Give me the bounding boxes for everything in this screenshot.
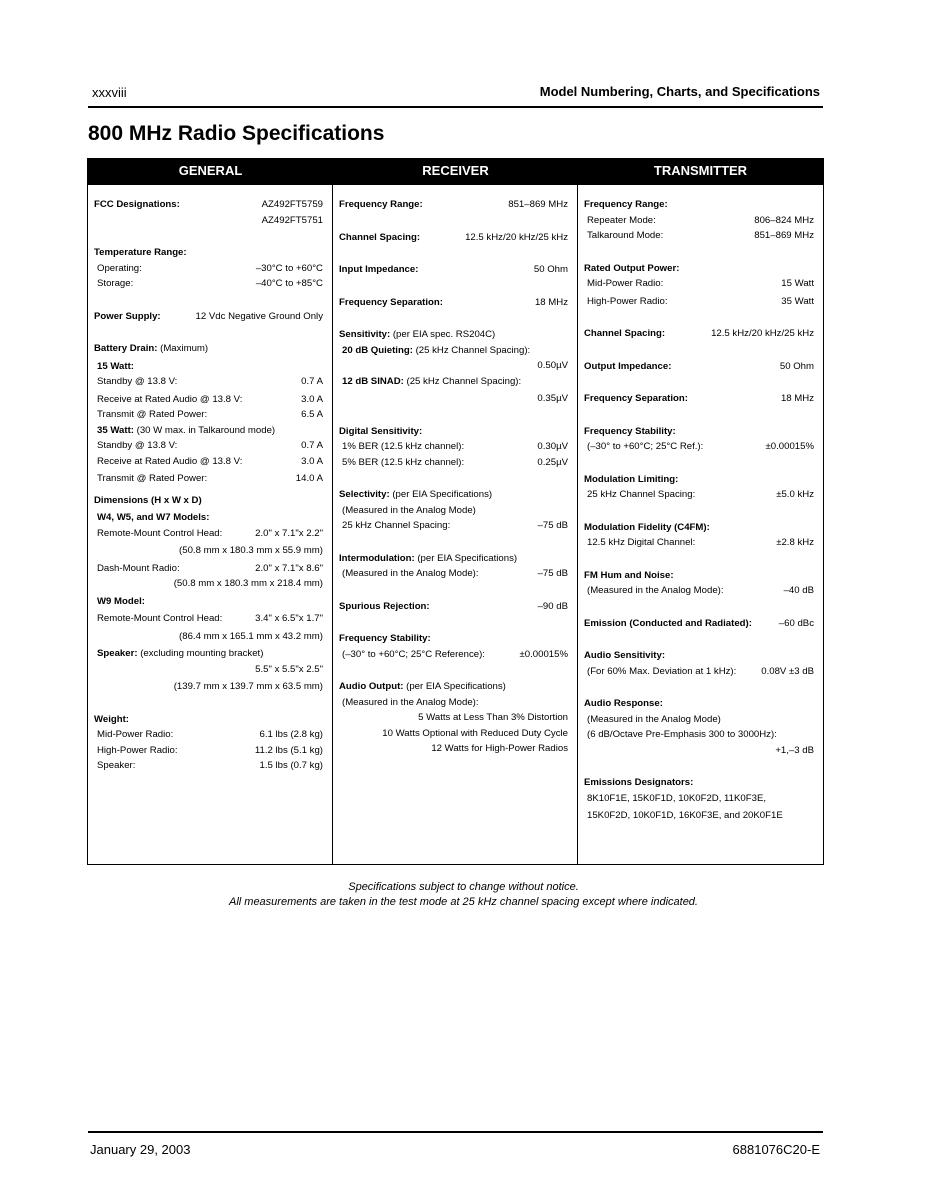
spec-heading: Weight:	[94, 713, 129, 725]
spec-heading: FM Hum and Noise:	[584, 569, 674, 581]
spec-value: 806–824 MHz	[754, 214, 814, 226]
spec-value: 11.2 lbs (5.1 kg)	[254, 744, 323, 756]
spec-heading: Frequency Stability:	[584, 425, 676, 437]
spec-heading: Rated Output Power:	[584, 262, 680, 274]
spec-row	[584, 326, 814, 342]
spec-row	[94, 276, 323, 292]
spec-row	[94, 407, 323, 423]
spec-label: Dash-Mount Radio:	[97, 562, 180, 574]
spec-row	[339, 358, 568, 374]
spec-row	[584, 261, 814, 277]
spec-value: ±2.8 kHz	[776, 537, 814, 548]
spec-note: (per EIA spec. RS204C)	[392, 329, 496, 340]
spec-row	[94, 611, 323, 627]
spec-row	[584, 696, 814, 712]
spec-value: 18 MHz	[534, 296, 568, 308]
spec-row	[94, 454, 323, 470]
spec-heading: Digital Sensitivity:	[339, 425, 423, 437]
spec-value: 0.30µV	[537, 441, 568, 452]
spec-heading: Emissions Designators:	[584, 777, 694, 788]
spec-subheading: W4, W5, and W7 Models:	[97, 512, 210, 523]
spec-row	[339, 455, 568, 471]
page-title: 800 MHz Radio Specifications	[88, 122, 385, 145]
spec-row	[94, 629, 323, 645]
spec-row	[584, 391, 814, 407]
spec-row	[584, 648, 814, 664]
spec-value: 6.1 lbs (2.8 kg)	[259, 729, 323, 740]
spec-label: Receive at Rated Audio @ 13.8 V:	[97, 455, 243, 467]
spec-row	[94, 423, 323, 439]
spec-value: 10 Watts Optional with Reduced Duty Cycle	[382, 727, 568, 739]
spec-value: (139.7 mm x 139.7 mm x 63.5 mm)	[173, 681, 323, 692]
spec-label: Output Impedance:	[584, 360, 672, 372]
spec-value: –60 dBc	[778, 617, 814, 629]
spec-value: 0.7 A	[301, 376, 323, 387]
spec-value: 50 Ohm	[779, 360, 814, 372]
spec-row	[339, 726, 568, 742]
spec-row	[584, 616, 814, 632]
spec-label: Speaker:	[97, 760, 136, 771]
spec-heading: Sensitivity:	[339, 329, 391, 340]
spec-row	[94, 646, 323, 662]
spec-value: ±0.00015%	[765, 441, 814, 452]
spec-value: ±5.0 kHz	[776, 489, 814, 500]
spec-subheading: Speaker:	[97, 648, 138, 659]
spec-value: 0.7 A	[301, 440, 323, 451]
spec-heading: Temperature Range:	[94, 247, 187, 258]
spec-row	[584, 791, 814, 807]
spec-label: Mid-Power Radio:	[97, 729, 174, 740]
spec-value: AZ492FT5759	[261, 199, 323, 210]
spec-row	[94, 758, 323, 774]
spec-value: –90 dB	[537, 600, 568, 612]
spec-value: (50.8 mm x 180.3 mm x 218.4 mm)	[173, 578, 323, 589]
spec-subheading: W9 Model:	[97, 595, 145, 607]
spec-value: +1,–3 dB	[775, 744, 814, 756]
spec-row	[94, 743, 323, 759]
spec-row	[94, 374, 323, 390]
spec-heading: Modulation Limiting:	[584, 473, 679, 485]
general-column	[94, 197, 323, 774]
footnote: Specifications subject to change without notice.	[348, 881, 579, 893]
spec-row	[584, 424, 814, 440]
spec-label: Mid-Power Radio:	[587, 278, 664, 289]
spec-value: –30°C to +60°C	[255, 262, 323, 274]
spec-row	[584, 294, 814, 310]
spec-label: (Measured in the Analog Mode):	[587, 585, 724, 596]
spec-label: Standby @ 13.8 V:	[97, 376, 178, 387]
spec-label: Frequency Separation:	[584, 393, 688, 404]
spec-label: Frequency Separation:	[339, 296, 443, 308]
spec-label: Transmit @ Rated Power:	[97, 473, 208, 484]
spec-value: 5.5" x 5.5"x 2.5"	[255, 663, 323, 675]
spec-heading: Audio Response:	[584, 698, 663, 709]
spec-value: 2.0" x 7.1"x 8.6"	[255, 562, 323, 574]
spec-row	[94, 359, 323, 375]
spec-row	[584, 568, 814, 584]
header-rule	[88, 106, 823, 108]
spec-label: Transmit @ Rated Power:	[97, 409, 208, 420]
spec-value: 0.50µV	[537, 360, 568, 371]
spec-row	[339, 424, 568, 440]
spec-row	[584, 472, 814, 488]
spec-row	[94, 662, 323, 678]
spec-row	[94, 471, 323, 487]
column-divider	[577, 159, 578, 864]
spec-label: Remote-Mount Control Head:	[97, 527, 223, 539]
spec-note: (Maximum)	[160, 343, 209, 354]
spec-row	[94, 309, 323, 325]
spec-value: 851–869 MHz	[508, 199, 568, 210]
spec-value: 8K10F1E, 15K0F1D, 10K0F2D, 11K0F3E,	[587, 792, 767, 804]
spec-label: Frequency Range:	[339, 199, 423, 210]
spec-row	[94, 594, 323, 610]
spec-value: 12.5 kHz/20 kHz/25 kHz	[465, 231, 568, 243]
spec-label: (Measured in the Analog Mode):	[342, 568, 479, 579]
receiver-column	[339, 197, 568, 757]
spec-row	[584, 276, 814, 292]
spec-label: 25 kHz Channel Spacing:	[342, 520, 451, 531]
spec-row	[584, 775, 814, 791]
spec-value: 18 MHz	[780, 393, 814, 404]
spec-label: Input Impedance:	[339, 264, 419, 275]
spec-row	[94, 493, 323, 509]
spec-row	[339, 295, 568, 311]
spec-value: (50.8 mm x 180.3 mm x 55.9 mm)	[179, 545, 323, 556]
spec-row	[339, 679, 568, 695]
spec-label: (–30° to +60°C; 25°C Ref.):	[587, 441, 704, 452]
spec-value: –40 dB	[783, 585, 814, 596]
spec-value: 851–869 MHz	[754, 230, 814, 241]
spec-row	[339, 374, 568, 390]
transmitter-column	[584, 197, 814, 824]
spec-row	[339, 518, 568, 534]
spec-row	[584, 520, 814, 536]
spec-value: 14.0 A	[295, 473, 323, 484]
spec-label: Spurious Rejection:	[339, 600, 430, 612]
footer-rule	[88, 1131, 823, 1133]
spec-row	[94, 543, 323, 559]
spec-heading: Selectivity:	[339, 489, 390, 500]
spec-value: 1.5 lbs (0.7 kg)	[259, 760, 323, 771]
spec-row	[584, 197, 814, 213]
spec-label: High-Power Radio:	[97, 744, 178, 756]
spec-label: High-Power Radio:	[587, 295, 668, 307]
spec-value: –40°C to +85°C	[255, 278, 323, 289]
spec-row	[584, 213, 814, 229]
spec-label: Channel Spacing:	[584, 328, 666, 339]
spec-row	[339, 503, 568, 519]
spec-row	[584, 583, 814, 599]
spec-note: (Measured in the Analog Mode)	[342, 504, 476, 516]
spec-value: ±0.00015%	[519, 648, 568, 660]
spec-label: Power Supply:	[94, 310, 161, 322]
spec-heading: Frequency Range:	[584, 199, 668, 210]
spec-note: (6 dB/Octave Pre-Emphasis 300 to 3000Hz):	[587, 729, 777, 740]
spec-label: Channel Spacing:	[339, 231, 421, 243]
spec-row	[94, 197, 323, 213]
spec-value: –75 dB	[537, 568, 568, 579]
spec-row	[339, 551, 568, 567]
spec-row	[339, 631, 568, 647]
spec-subheading: 12 dB SINAD:	[342, 375, 404, 387]
spec-heading: Audio Output:	[339, 681, 404, 692]
spec-subheading: 20 dB Quieting:	[342, 344, 413, 356]
spec-value: 0.35µV	[537, 393, 568, 404]
spec-label: Remote-Mount Control Head:	[97, 613, 223, 624]
spec-label: Standby @ 13.8 V:	[97, 440, 178, 451]
spec-row	[339, 647, 568, 663]
section-title: Model Numbering, Charts, and Specifications	[539, 84, 820, 99]
spec-row	[339, 262, 568, 278]
spec-row	[94, 712, 323, 728]
spec-label: Talkaround Mode:	[587, 230, 664, 241]
spec-note: (Measured in the Analog Mode):	[342, 696, 479, 708]
spec-heading: Dimensions (H x W x D)	[94, 494, 202, 506]
spec-row	[94, 576, 323, 592]
spec-label: 25 kHz Channel Spacing:	[587, 489, 696, 500]
spec-label: FCC Designations:	[94, 199, 180, 210]
spec-row	[339, 566, 568, 582]
spec-value: 3.0 A	[301, 393, 323, 405]
spec-value: 15K0F2D, 10K0F1D, 16K0F3E, and 20K0F1E	[587, 810, 783, 821]
spec-table	[87, 158, 824, 865]
spec-row	[584, 439, 814, 455]
spec-heading: Intermodulation:	[339, 552, 415, 564]
page-number: xxxviii	[92, 85, 127, 100]
spec-value: 12 Watts for High-Power Radios	[431, 743, 568, 754]
spec-value: 6.5 A	[301, 409, 323, 420]
spec-row	[94, 245, 323, 261]
spec-note: (Measured in the Analog Mode)	[587, 713, 721, 725]
spec-label: Emission (Conducted and Radiated):	[584, 617, 752, 629]
spec-value: 15 Watt	[781, 278, 814, 289]
spec-row	[584, 743, 814, 759]
spec-label: Repeater Mode:	[587, 214, 656, 226]
spec-row	[94, 510, 323, 526]
spec-row	[584, 228, 814, 244]
column-header-general: GENERAL	[178, 163, 243, 178]
spec-row	[339, 391, 568, 407]
spec-heading: Audio Sensitivity:	[584, 650, 666, 661]
spec-row	[584, 727, 814, 743]
spec-note: (excluding mounting bracket)	[140, 648, 264, 659]
spec-row	[94, 526, 323, 542]
column-divider	[332, 159, 333, 864]
spec-subheading: 15 Watt:	[97, 360, 134, 372]
spec-value: 12.5 kHz/20 kHz/25 kHz	[711, 328, 814, 339]
spec-value: (86.4 mm x 165.1 mm x 43.2 mm)	[179, 630, 323, 642]
spec-row	[339, 710, 568, 726]
spec-row	[584, 712, 814, 728]
spec-row	[339, 741, 568, 757]
spec-value: 12 Vdc Negative Ground Only	[195, 310, 323, 322]
spec-row	[339, 487, 568, 503]
spec-row	[94, 679, 323, 695]
spec-label: Receive at Rated Audio @ 13.8 V:	[97, 393, 243, 405]
spec-value: 5 Watts at Less Than 3% Distortion	[418, 712, 568, 723]
spec-label: Storage:	[97, 278, 134, 289]
spec-value: 0.25µV	[537, 456, 568, 468]
spec-note: (per EIA Specifications)	[406, 681, 506, 692]
spec-row	[94, 438, 323, 454]
spec-row	[94, 261, 323, 277]
spec-label: 1% BER (12.5 kHz channel):	[342, 441, 465, 452]
column-header-receiver: RECEIVER	[422, 163, 489, 178]
spec-row	[584, 535, 814, 551]
spec-note: (25 kHz Channel Spacing):	[406, 375, 522, 387]
spec-row	[339, 327, 568, 343]
spec-value: 3.0 A	[301, 455, 323, 467]
spec-value: –75 dB	[537, 520, 568, 531]
column-header-transmitter: TRANSMITTER	[653, 163, 748, 178]
spec-note: (30 W max. in Talkaround mode)	[136, 424, 276, 436]
spec-label: Operating:	[97, 262, 142, 274]
spec-row	[584, 359, 814, 375]
spec-row	[339, 197, 568, 213]
spec-value: 2.0" x 7.1"x 2.2"	[255, 527, 323, 539]
spec-heading: Frequency Stability:	[339, 633, 431, 644]
spec-row	[339, 695, 568, 711]
spec-label: 12.5 kHz Digital Channel:	[587, 537, 696, 548]
spec-note: (per EIA Specifications)	[417, 552, 518, 564]
spec-row	[339, 599, 568, 615]
spec-value: 50 Ohm	[533, 264, 568, 275]
spec-note: (per EIA Specifications)	[392, 489, 493, 500]
spec-row	[584, 808, 814, 824]
spec-label: (For 60% Max. Deviation at 1 kHz):	[587, 665, 737, 677]
spec-heading: Battery Drain:	[94, 343, 158, 354]
spec-row	[339, 439, 568, 455]
spec-subheading: 35 Watt:	[97, 424, 134, 436]
spec-row	[584, 487, 814, 503]
table-header	[88, 159, 823, 185]
spec-value: 3.4" x 6.5"x 1.7"	[255, 613, 323, 624]
spec-heading: Modulation Fidelity (C4FM):	[584, 521, 710, 533]
footer-doc-number: 6881076C20-E	[732, 1142, 820, 1157]
spec-row	[94, 213, 323, 229]
footnote: All measurements are taken in the test mode at 25 kHz channel spacing except where indicated.	[229, 896, 698, 908]
spec-value: AZ492FT5751	[261, 214, 323, 226]
spec-row	[339, 230, 568, 246]
spec-row	[94, 561, 323, 577]
spec-label: (–30° to +60°C; 25°C Reference):	[342, 648, 485, 660]
spec-note: (25 kHz Channel Spacing):	[415, 344, 531, 356]
spec-row	[584, 664, 814, 680]
footer-date: January 29, 2003	[90, 1142, 191, 1157]
spec-row	[339, 343, 568, 359]
spec-value: 0.08V ±3 dB	[761, 665, 814, 677]
spec-row	[94, 392, 323, 408]
footnotes	[0, 880, 927, 910]
spec-label: 5% BER (12.5 kHz channel):	[342, 456, 465, 468]
spec-row	[94, 341, 323, 357]
spec-row	[94, 727, 323, 743]
spec-value: 35 Watt	[781, 295, 814, 307]
